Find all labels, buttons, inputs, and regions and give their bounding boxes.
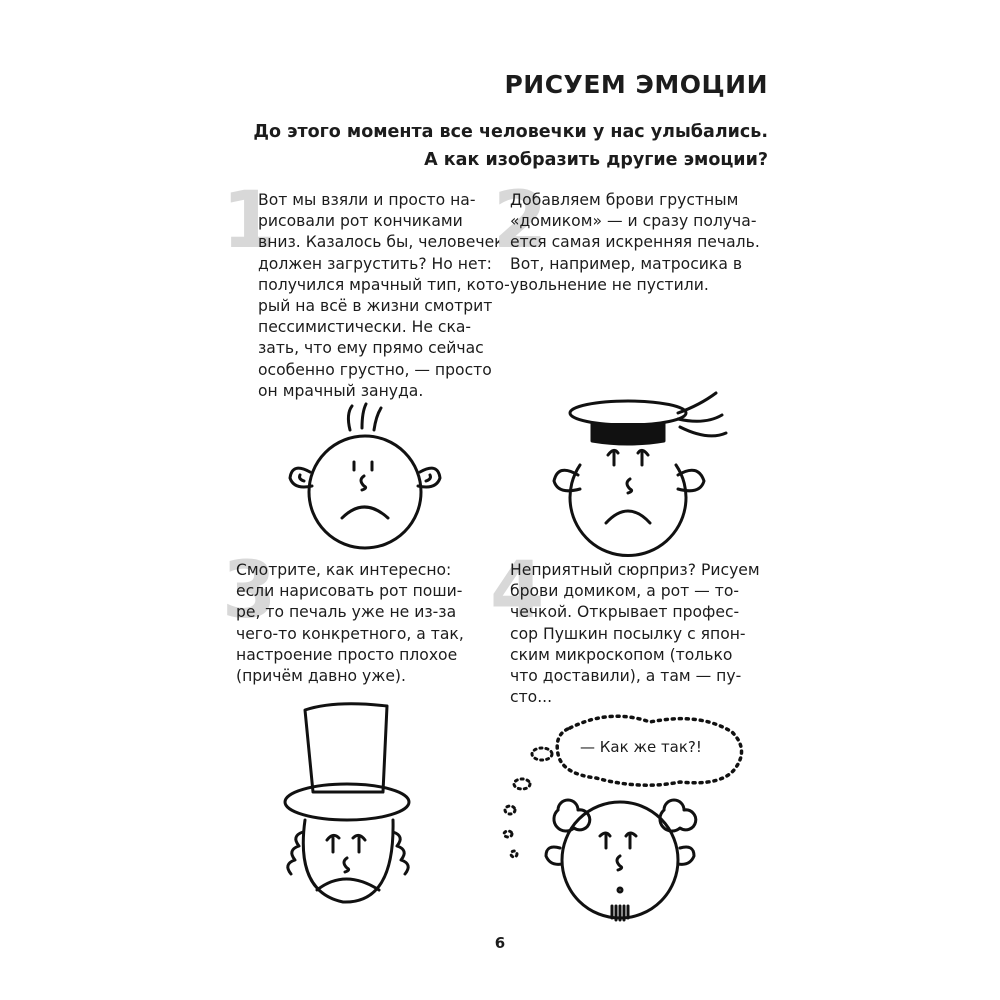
text-line: чечкой. Открывает профес- [510,603,740,622]
text-line: Вот, например, матросика в [510,254,743,273]
text-line: настроение просто плохое [236,645,458,664]
section-number: 3 [222,546,277,636]
section-3-text [236,560,464,687]
text-line: Добавляем брови грустным [510,191,739,209]
text-line: ским микроскопом (только [510,645,733,664]
text-line: ре, то печаль уже не из-за [236,603,457,622]
top-hat-face-illustration [275,692,455,917]
section-number: 2 [493,176,548,266]
sailor-face-illustration [540,385,740,560]
text-line: должен загрустить? Но нет: [258,254,492,273]
text-line: сто... [510,688,553,707]
section-number: 1 [222,176,277,266]
section-2-text [510,190,760,296]
thought-bubble-icon [500,710,750,860]
text-line: Вот мы взяли и просто на- [258,191,476,209]
text-line: получился мрачный тип, кото- [258,275,510,294]
text-line: рисовали рот кончиками [258,212,463,231]
text-line: что доставили), а там — пу- [510,667,742,686]
thought-bubble-text: — Как же так?! [580,738,702,756]
text-line: рый на всё в жизни смотрит [258,297,493,316]
intro-line: До этого момента все человечки у нас улыбались. [253,122,768,142]
text-line: вниз. Казалось бы, человечек [258,233,504,252]
text-line: пессимистически. Не ска- [258,318,472,337]
text-line: он мрачный зануда. [258,381,424,400]
text-line: Смотрите, как интересно: [236,561,452,579]
text-line: сор Пушкин посылку с япон- [510,624,746,643]
text-line: Неприятный сюрприз? Рисуем [510,561,760,579]
page-title: РИСУЕМ ЭМОЦИИ [504,70,768,99]
text-line: увольнение не пустили. [510,275,709,294]
gloomy-face-illustration [280,400,450,550]
text-line: если нарисовать рот поши- [236,582,463,601]
section-number: 4 [490,546,545,636]
text-line: зать, что ему прямо сейчас [258,339,484,358]
text-line: (причём давно уже). [236,667,406,686]
text-line: брови домиком, а рот — то- [510,582,739,601]
section-1-text [258,190,510,402]
page-number: 6 [494,934,506,952]
text-line: ется самая искренняя печаль. [510,233,760,252]
section-4-text [510,560,760,708]
intro-text [253,118,768,174]
text-line: «домиком» — и сразу получа- [510,212,757,231]
intro-line: А как изобразить другие эмоции? [424,150,768,170]
text-line: особенно грустно, — просто [258,360,492,379]
text-line: чего-то конкретного, а так, [236,624,464,643]
